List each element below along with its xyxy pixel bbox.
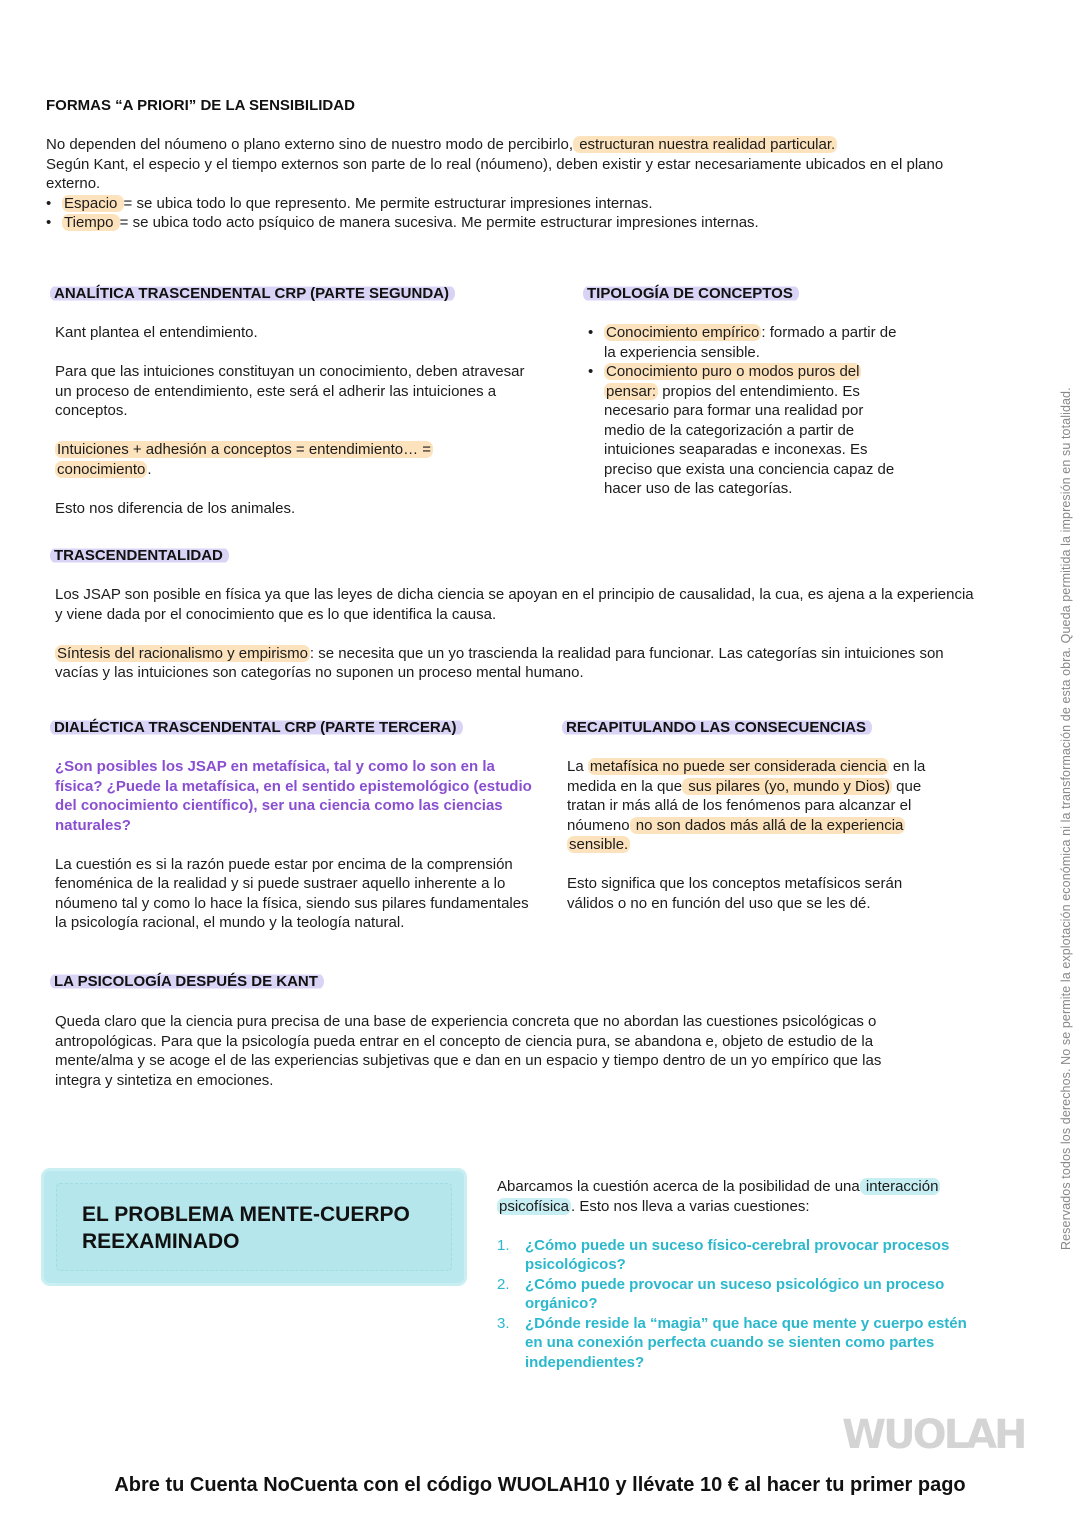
section-title-formas: FORMAS “A PRIORI” DE LA SENSIBILIDAD [46,97,355,114]
section-formas-body [46,135,981,233]
paragraph: Kant plantea el entendimiento. [55,324,258,341]
section-title-trascendentalidad: TRASCENDENTALIDAD [50,546,229,566]
paragraph: Esto significa que los conceptos metafísicos serán válidos o no en función del uso que se les dé. [567,875,903,912]
paragraph: Abarcamos la cuestión acerca de la posibilidad de una interacción psicofísica . Esto nos lleva a varias cuestiones: [497,1178,939,1215]
list-item: • Espacio = se ubica todo lo que represento. Me permite estructurar impresiones internas. [46,194,981,214]
box-title: EL PROBLEMA MENTE-CUERPO REEXAMINADO [82,1203,410,1253]
list-item: 2. ¿Cómo puede provocar un suceso psicológico un proceso orgánico? [497,1275,945,1312]
paragraph: Síntesis del racionalismo y empirismo : se necesita que un yo trascienda la realidad para funcionar. Las categorías sin intuiciones son vacías y las intuiciones son categorías no suponen un proceso mental humano. [55,644,944,681]
section-title-dialectica: DIALÉCTICA TRASCENDENTAL CRP (PARTE TERCERA) [50,718,463,738]
paragraph: La metafísica no puede ser considerada ciencia en la medida en la que sus pilares (yo, mundo y Dios) que tratan ir más allá de los fenómenos para alcanzar el nóumeno no son dados más allá de la experiencia sensible. [567,758,926,853]
mente-cuerpo-body [497,1177,987,1372]
paragraph: Intuiciones + adhesión a conceptos = entendimiento… = conocimiento . [57,441,432,478]
section-dialectica-body [55,757,533,933]
wuolah-logo: WUOLAH [842,1412,1025,1458]
highlight: estructuran nuestra realidad particular. [575,136,836,153]
section-tipologia-body [588,323,906,499]
section-psicologia-body [55,1012,895,1090]
list-item: 3. ¿Dónde reside la “magia” que hace que mente y cuerpo estén en una conexión perfecta cuando se sienten como partes independientes? [497,1314,967,1371]
section-title-tipologia: TIPOLOGÍA DE CONCEPTOS [583,284,799,304]
section-title-psicologia: LA PSICOLOGÍA DESPUÉS DE KANT [50,972,324,992]
question-list [497,1236,987,1373]
bullet-list [588,323,906,499]
list-item: • Tiempo = se ubica todo acto psíquico de manera sucesiva. Me permite estructurar impresiones internas. [46,213,981,233]
paragraph: No dependen del nóumeno o plano externo sino de nuestro modo de percibirlo, estructuran nuestra realidad particular. [46,136,836,153]
section-title-recapitulando: RECAPITULANDO LAS CONSECUENCIAS [562,718,872,738]
question-purple: ¿Son posibles los JSAP en metafísica, tal y como lo son en la física? ¿Puede la metafísica, en el sentido epistemológico (estudio del conocimiento científico), ser una ciencia como las ciencias naturales? [55,758,532,834]
promo-banner: Abre tu Cuenta NoCuenta con el código WUOLAH10 y llévate 10 € al hacer tu primer pago [114,1474,966,1496]
paragraph: Para que las intuiciones constituyan un conocimiento, deben atravesar un proceso de entendimiento, este será el adherir las intuiciones a conceptos. [55,363,525,419]
paragraph: Según Kant, el especio y el tiempo externos son parte de lo real (nóumeno), deben existir y estar necesariamente ubicados en el plano externo. [46,155,944,192]
list-item: • Conocimiento empírico : formado a partir de la experiencia sensible. [588,323,906,362]
list-item: 1. ¿Cómo puede un suceso físico-cerebral provocar procesos psicológicos? [497,1236,950,1273]
section-analitica-body [55,323,525,518]
section-trascendentalidad-body [55,585,975,683]
bullet-list [46,194,981,233]
paragraph: Los JSAP son posible en física ya que las leyes de dicha ciencia se apoyan en el principio de causalidad, la cua, es ajena a la experiencia y viene dada por el conocimiento que es lo que identifica la causa. [55,586,974,623]
paragraph: La cuestión es si la razón puede estar por encima de la comprensión fenoménica de la realidad y si puede sustraer aquello inherente a lo nóumeno tal y como lo hace la física, siendo sus pilares fundamentales la psicología racional, el mundo y la teología natural. [55,855,529,931]
section-title-analitica: ANALÍTICA TRASCENDENTAL CRP (PARTE SEGUNDA) [50,284,455,304]
list-item: • Conocimiento puro o modos puros del pensar: propios del entendimiento. Es necesario para formar una realidad por medio de la categorización a partir de intuiciones seaparadas e inconexas. Es preciso que exista una conciencia capaz de hacer uso de las categorías. [588,362,906,499]
section-recapitulando-body [567,757,939,913]
paragraph: Queda claro que la ciencia pura precisa de una base de experiencia concreta que no abordan las cuestiones psicológicas o antropológicas. Para que la psicología pueda entrar en el concepto de ciencia pura, se abandona e, objeto de estudio de la mente/alma y se acoge el de las experiencias subjetivas que e dan en un espacio y tiempo dentro de un yo empírico que las integra y sintetiza en emociones. [55,1013,882,1089]
paragraph: Esto nos diferencia de los animales. [55,499,296,517]
